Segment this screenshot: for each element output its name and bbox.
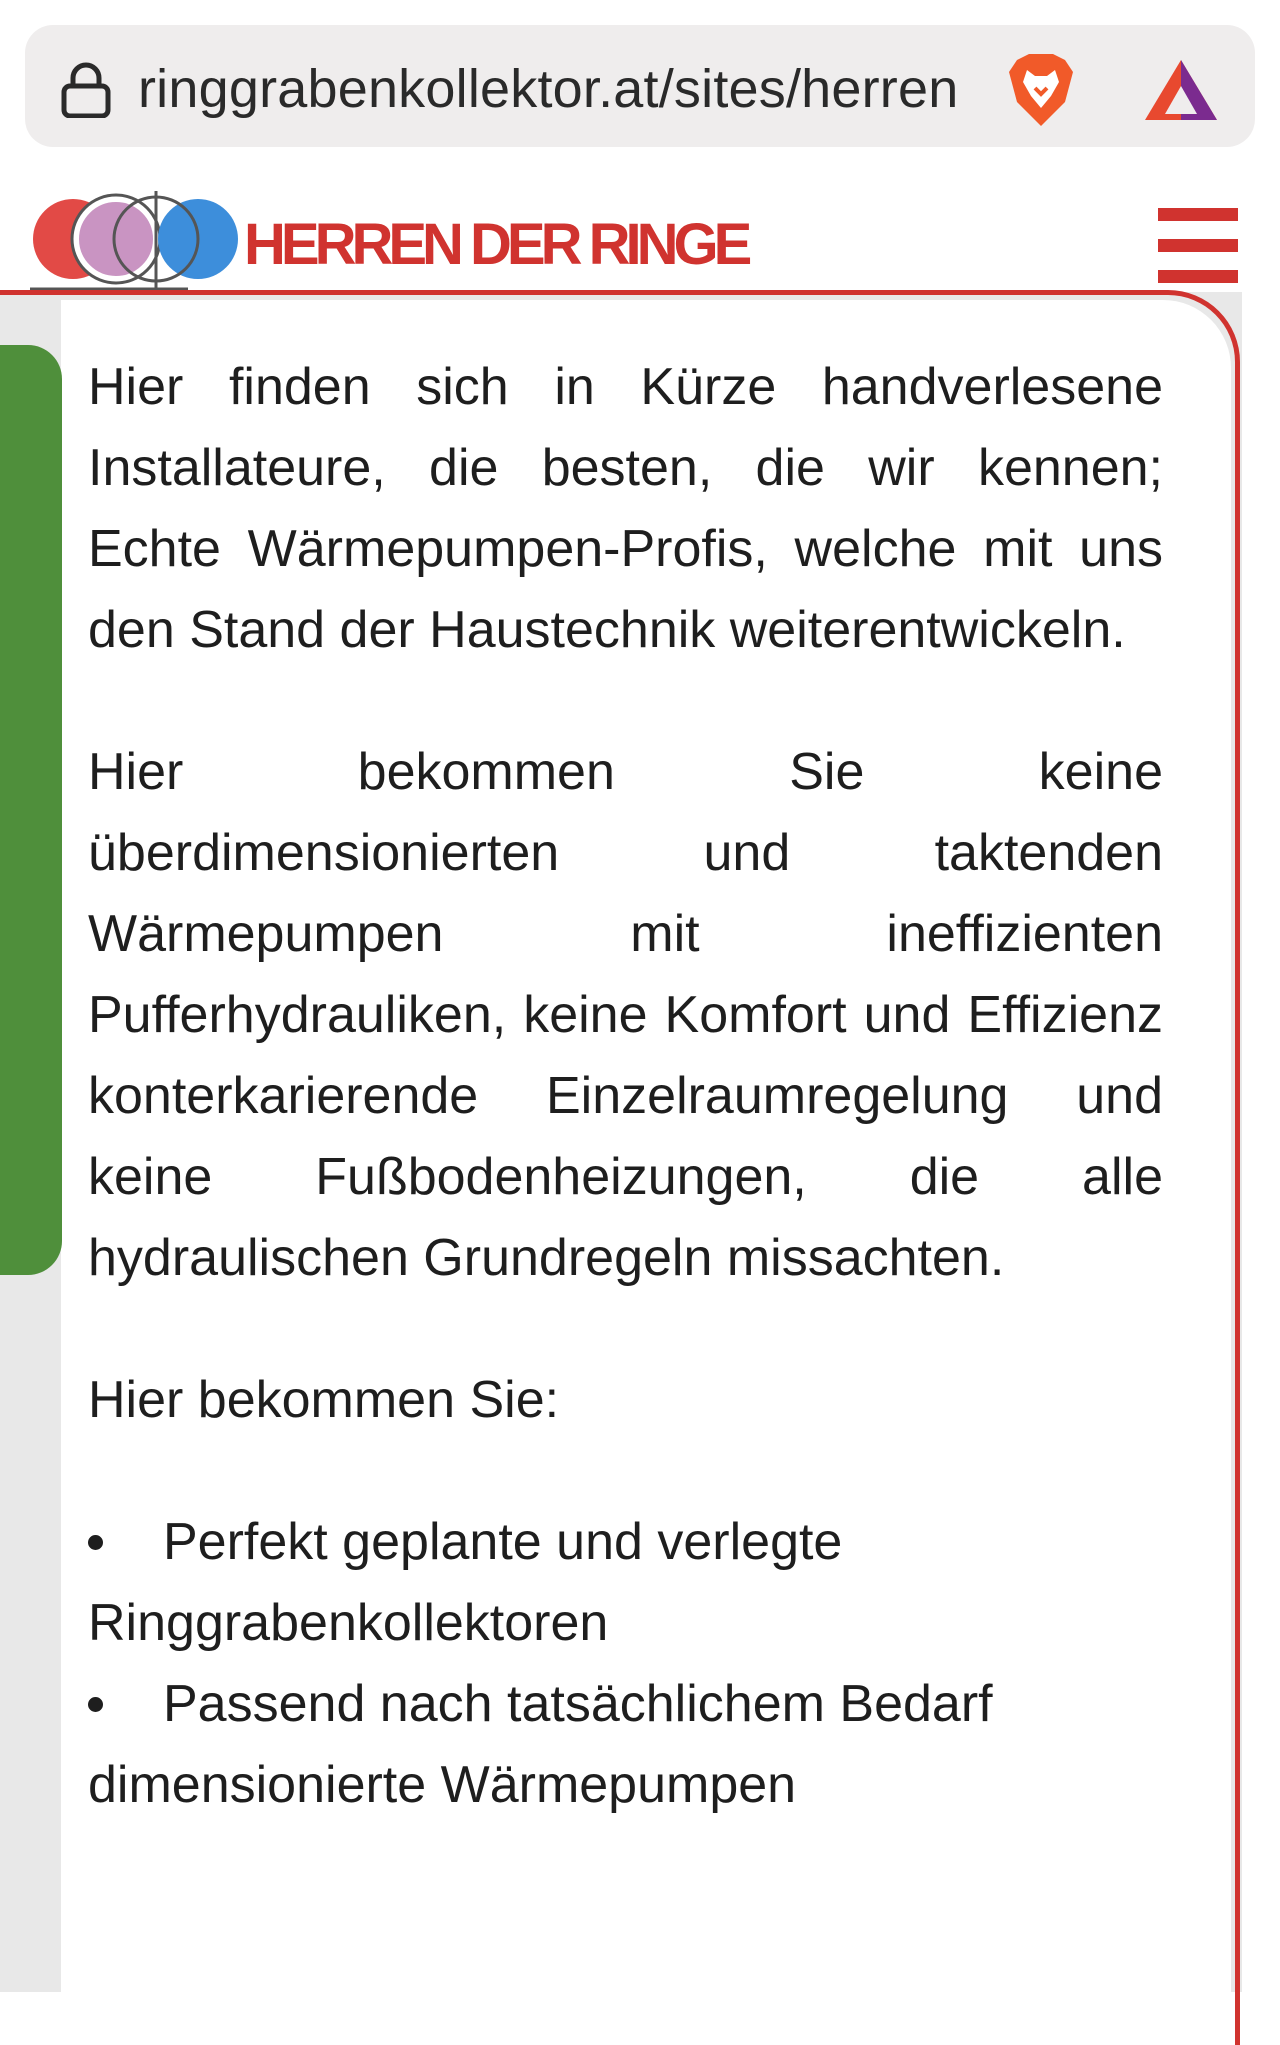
- site-logo[interactable]: [28, 185, 243, 291]
- site-title[interactable]: HERREN DER RINGE: [244, 212, 748, 277]
- list-intro: Hier bekommen Sie:: [88, 1371, 560, 1429]
- brave-lion-icon[interactable]: [1005, 52, 1077, 128]
- benefits-list: [88, 1502, 1163, 1826]
- hamburger-menu-icon[interactable]: [1158, 208, 1238, 284]
- paragraph-installers: Hier finden sich in Kürze handverlesene Installateure, die besten, die wir kennen; Echte Wärmepumpen-Profis, welche mit uns den Stand der Haustechnik weiterentwickeln.: [88, 358, 1163, 659]
- list-item: Passend nach tatsächlichem Bedarf dimensionierte Wärmepumpen: [88, 1664, 1163, 1826]
- paragraph-no-oversized: Hier bekommen Sie keine überdimensionierten und taktenden Wärmepumpen mit ineffizienten Pufferhydrauliken, keine Komfort und Effizienz konterkarierende Einzelraumregelung und keine Fußbodenheizungen, die alle hydraulischen Grundregeln missachten.: [88, 743, 1163, 1287]
- url-text[interactable]: ringgrabenkollektor.at/sites/herren: [138, 59, 959, 119]
- brave-rewards-icon[interactable]: [1143, 56, 1219, 124]
- list-item: Perfekt geplante und verlegte Ringgrabenkollektoren: [88, 1502, 1163, 1664]
- main-content: [88, 347, 1163, 1826]
- scroll-indicator[interactable]: [0, 345, 62, 1275]
- lock-icon: [60, 62, 112, 118]
